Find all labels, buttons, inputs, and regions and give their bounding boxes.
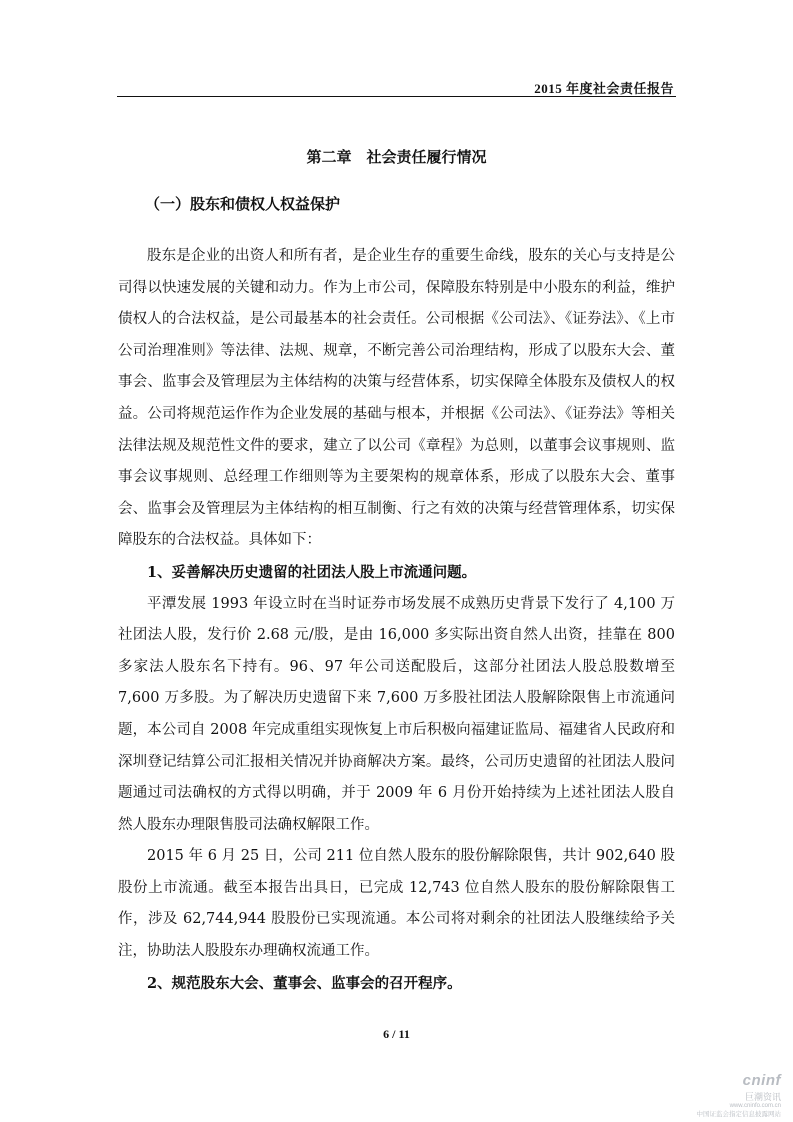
subsection-2-title: 2、规范股东大会、董事会、监事会的召开程序。 [147,974,462,992]
watermark-url: www.cninfo.com.cn [729,1103,781,1109]
report-header-title: 2015 年度社会责任报告 [534,81,674,96]
watermark-name: 巨潮资讯 [744,1092,781,1102]
chapter-title: 第二章 社会责任履行情况 [306,148,487,166]
body-text [118,241,675,999]
subsection-1-paragraph-1: 平潭发展 1993 年设立时在当时证券市场发展不成熟历史背景下发行了 4,100 万社团法人股，发行价 2.68 元/股，是由 16,000 多实际出资自然人出资，挂靠在 800 多家法人股东名下持有。96、97 年公司送配股后，这部分社团法人股总股数增至 7,600 万多股。为了解决历史遗留下来 7,600 万多股社团法人股解除限售上市流通问题，本公司自 2008 年完成重组实现恢复上市后积极向福建证监局、福建省人民政府和深圳登记结算公司汇报相关情况并协商解决方案。最终，公司历史遗留的社团法人股问题通过司法确权的方式得以明确，并于 2009 年 6 月份开始持续为上述社团法人股自然人股东办理限售股司法确权解限工作。 [118,595,675,833]
watermark-description: 中国证监会指定信息披露网站 [696,1111,781,1118]
header-divider [117,96,676,97]
intro-paragraph: 股东是企业的出资人和所有者，是企业生存的重要生命线，股东的关心与支持是公司得以快速发展的关键和动力。作为上市公司，保障股东特别是中小股东的利益，维护债权人的合法权益，是公司最基本的社会责任。公司根据《公司法》、《证券法》、《上市公司治理准则》等法律、法规、规章，不断完善公司治理结构，形成了以股东大会、董事会、监事会及管理层为主体结构的决策与经营体系，切实保障全体股东及债权人的权益。公司将规范运作作为企业发展的基础与根本，并根据《公司法》、《证券法》等相关法律法规及规范性文件的要求，建立了以公司《章程》为总则，以董事会议事规则、监事会议事规则、总经理工作细则等为主要架构的规章体系，形成了以股东大会、董事会、监事会及管理层为主体结构的相互制衡、行之有效的决策与经营管理体系，切实保障股东的合法权益。具体如下： [118,248,675,549]
section-title: （一）股东和债权人权益保护 [145,195,341,213]
subsection-1-paragraph-2: 2015 年 6 月 25 日，公司 211 位自然人股东的股份解除限售，共计 902,640 股股份上市流通。截至本报告出具日，已完成 12,743 位自然人股东的股份解除限售工作，涉及 62,744,944 股股份已实现流通。本公司将对剩余的社团法人股继续给予关注，协助法人股股东办理确权流通工作。 [118,848,675,960]
subsection-1-title: 1、妥善解决历史遗留的社团法人股上市流通问题。 [147,563,477,581]
cninfo-watermark [671,1072,781,1118]
watermark-logo-icon: cninf [742,1072,781,1089]
page-number: 6 / 11 [383,1027,410,1041]
